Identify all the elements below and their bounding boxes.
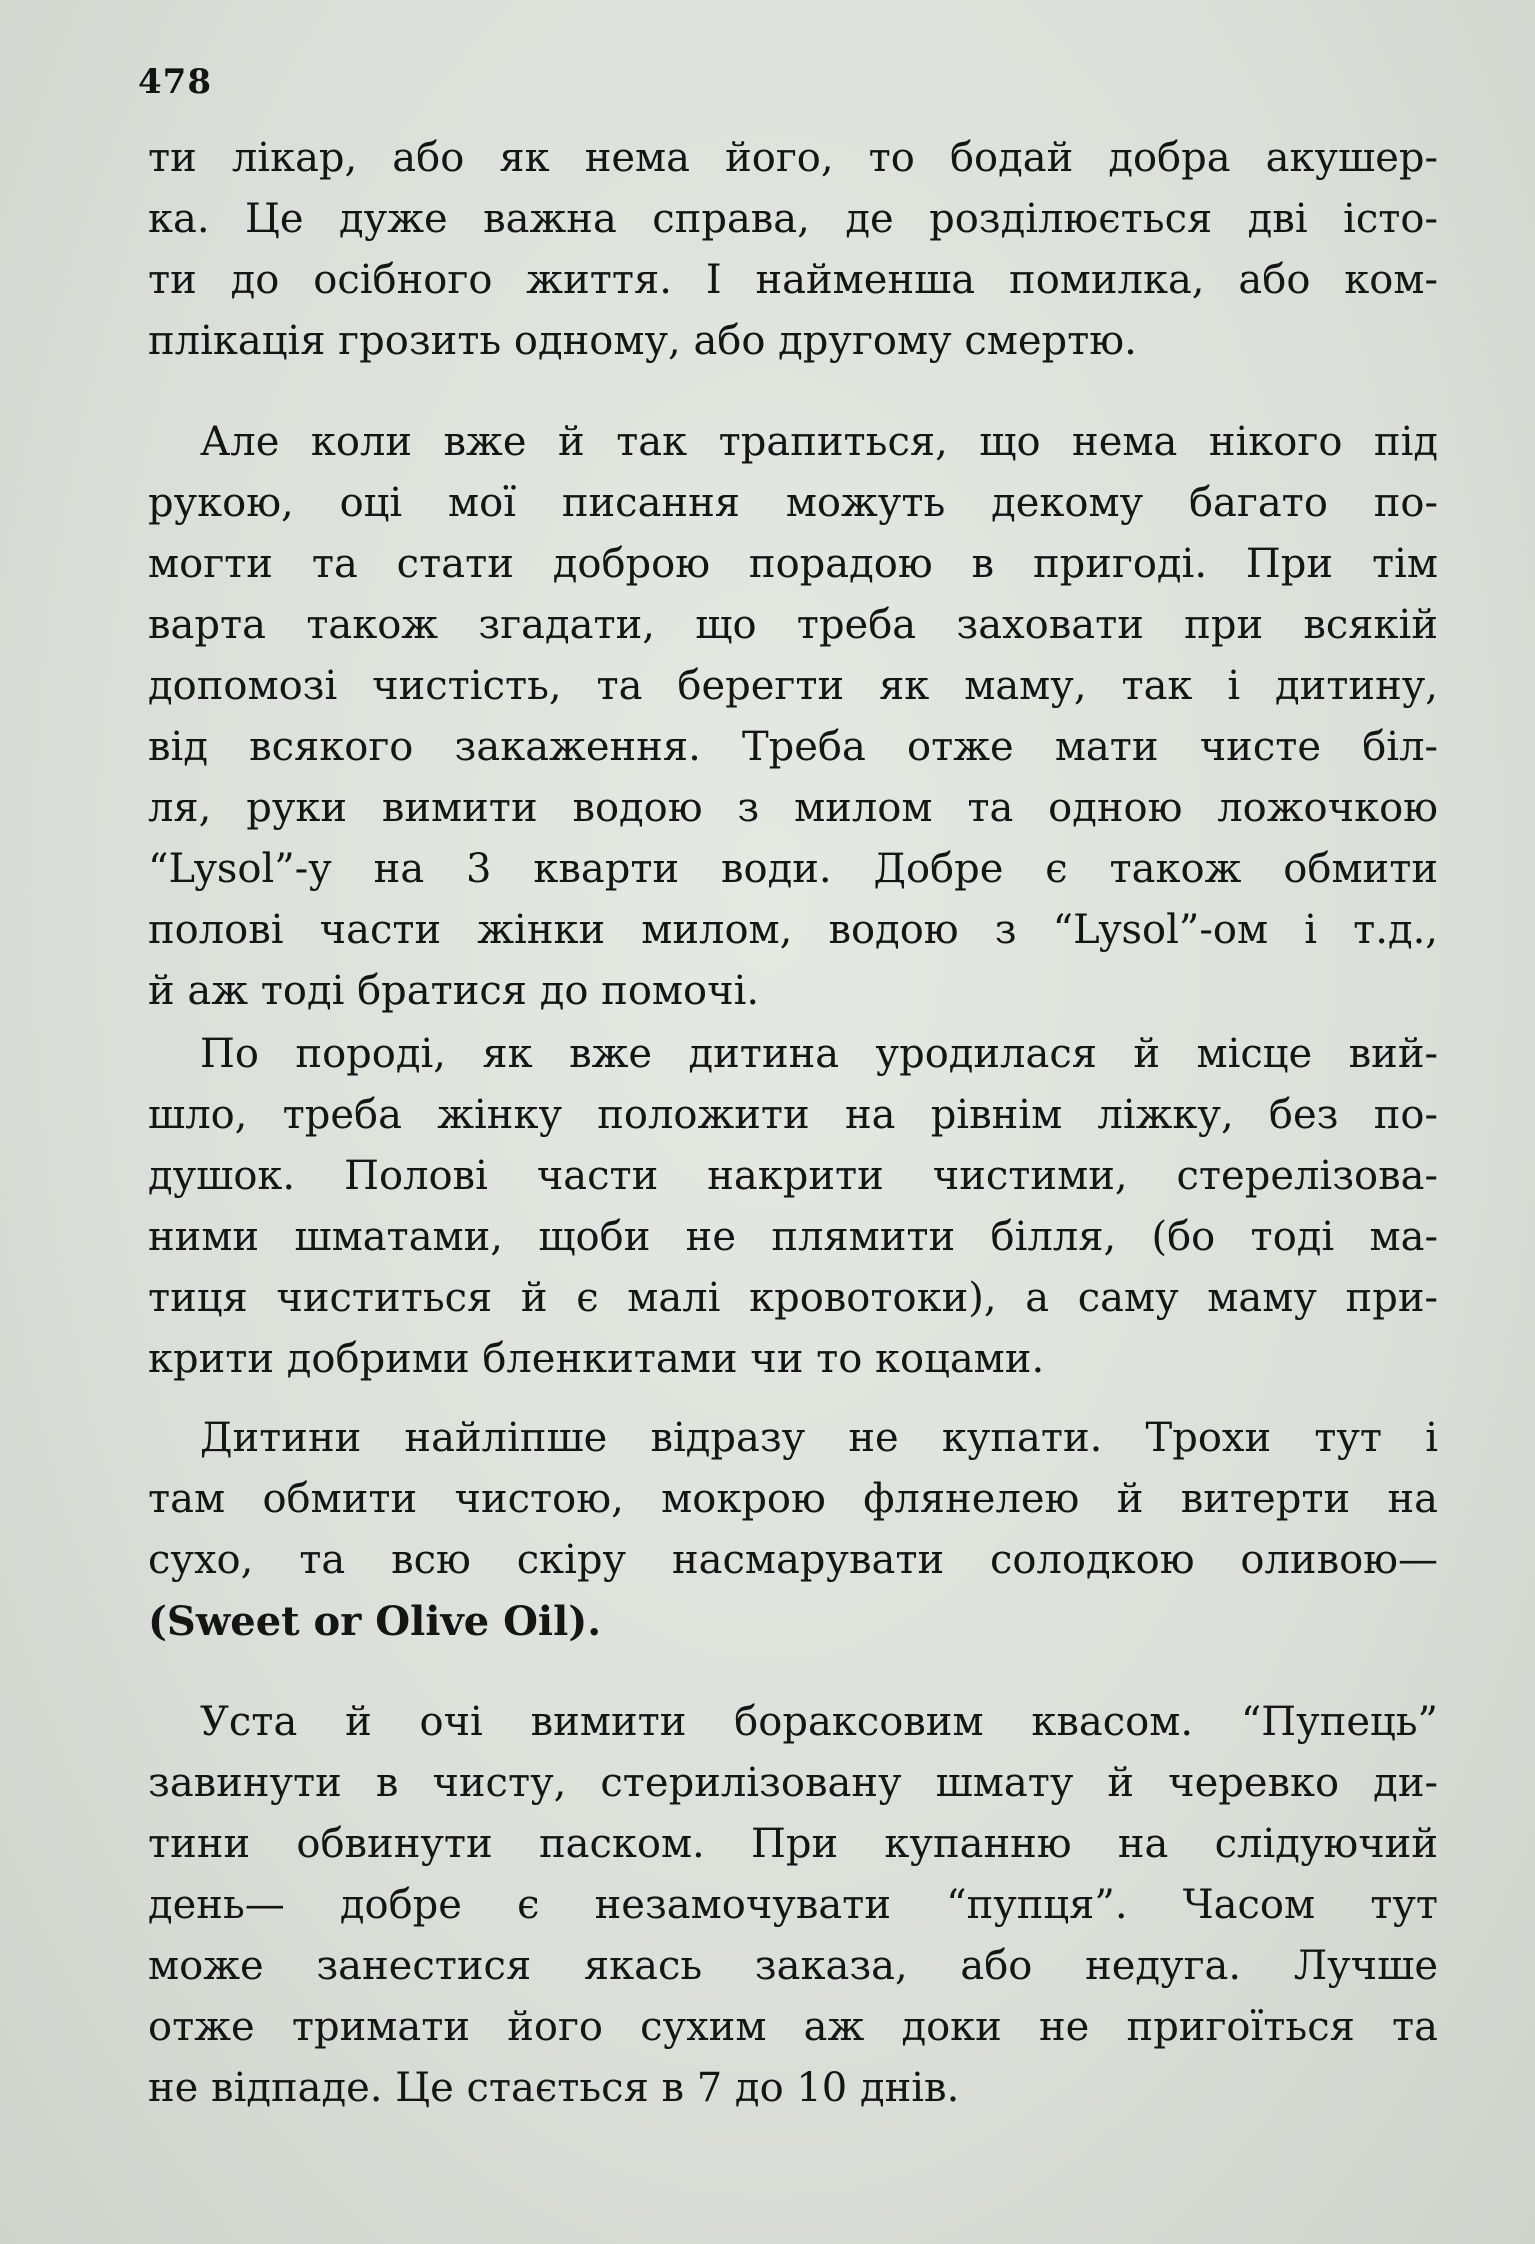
- paragraph-5: [148, 1692, 1438, 2119]
- paragraph-2: [148, 412, 1438, 1022]
- text-line: від всякого закаження. Треба отже мати чисте біл-: [148, 724, 1438, 770]
- text-line: сухо, та всю скіру насмарувати солодкою оливою—: [148, 1537, 1438, 1583]
- text-line: отже тримати його сухим аж доки не пригоїться та: [148, 2004, 1438, 2050]
- text-line: полові части жінки милом, водою з “Lysol”-ом і т.д.,: [148, 907, 1438, 953]
- text-line: й аж тоді братися до помочі.: [148, 968, 760, 1014]
- text-line: тиця чиститься й є малі кровотоки), а саму маму при-: [148, 1275, 1438, 1321]
- text-line: могти та стати доброю порадою в пригоді. При тім: [148, 541, 1438, 587]
- text-line: варта також згадати, що треба заховати при всякій: [148, 602, 1438, 648]
- text-line: допомозі чистість, та берегти як маму, так і дитину,: [148, 663, 1438, 709]
- text-line: ля, руки вимити водою з милом та одною ложочкою: [148, 785, 1438, 831]
- text-line: день— добре є незамочувати “пупця”. Часом тут: [148, 1882, 1438, 1928]
- text-line: Дитини найліпше відразу не купати. Трохи тут і: [200, 1415, 1438, 1461]
- paragraph-1: [148, 128, 1438, 372]
- text-line: Уста й очі вимити бораксовим квасом. “Пупець”: [200, 1699, 1438, 1745]
- text-line: Але коли вже й так трапиться, що нема нікого під: [200, 419, 1438, 465]
- text-line: ка. Це дуже важна справа, де розділюється дві істо-: [148, 196, 1438, 242]
- text-line: завинути в чисту, стерилізовану шмату й черевко ди-: [148, 1760, 1438, 1806]
- text-line: ними шматами, щоби не плямити білля, (бо тоді ма-: [148, 1214, 1438, 1260]
- text-line: По породі, як вже дитина уродилася й місце вий-: [200, 1031, 1438, 1077]
- text-line: ти лікар, або як нема його, то бодай добра акушер-: [148, 135, 1438, 181]
- paragraph-3: [148, 1024, 1438, 1390]
- text-line: (Sweet or Olive Oil).: [148, 1598, 602, 1645]
- text-line: “Lysol”-у на 3 кварти води. Добре є також обмити: [148, 846, 1438, 892]
- text-line: плікація грозить одному, або другому смертю.: [148, 318, 1137, 364]
- text-line: душок. Полові части накрити чистими, стерелізова-: [148, 1153, 1438, 1199]
- page-number: 478: [138, 62, 212, 102]
- text-line: тини обвинути паском. При купанню на слідуючий: [148, 1821, 1438, 1867]
- text-line: може занестися якась заказа, або недуга. Лучше: [148, 1943, 1438, 1989]
- text-line: не відпаде. Це стається в 7 до 10 днів.: [148, 2065, 960, 2111]
- text-line: ти до осібного життя. І найменша помилка, або ком-: [148, 257, 1438, 303]
- text-line: шло, треба жінку положити на рівнім ліжку, без по-: [148, 1092, 1438, 1138]
- text-line: крити добрими бленкитами чи то коцами.: [148, 1336, 1045, 1382]
- paragraph-4: [148, 1408, 1438, 1652]
- text-line: рукою, оці мої писання можуть декому багато по-: [148, 480, 1438, 526]
- text-line: там обмити чистою, мокрою флянелею й витерти на: [148, 1476, 1438, 1522]
